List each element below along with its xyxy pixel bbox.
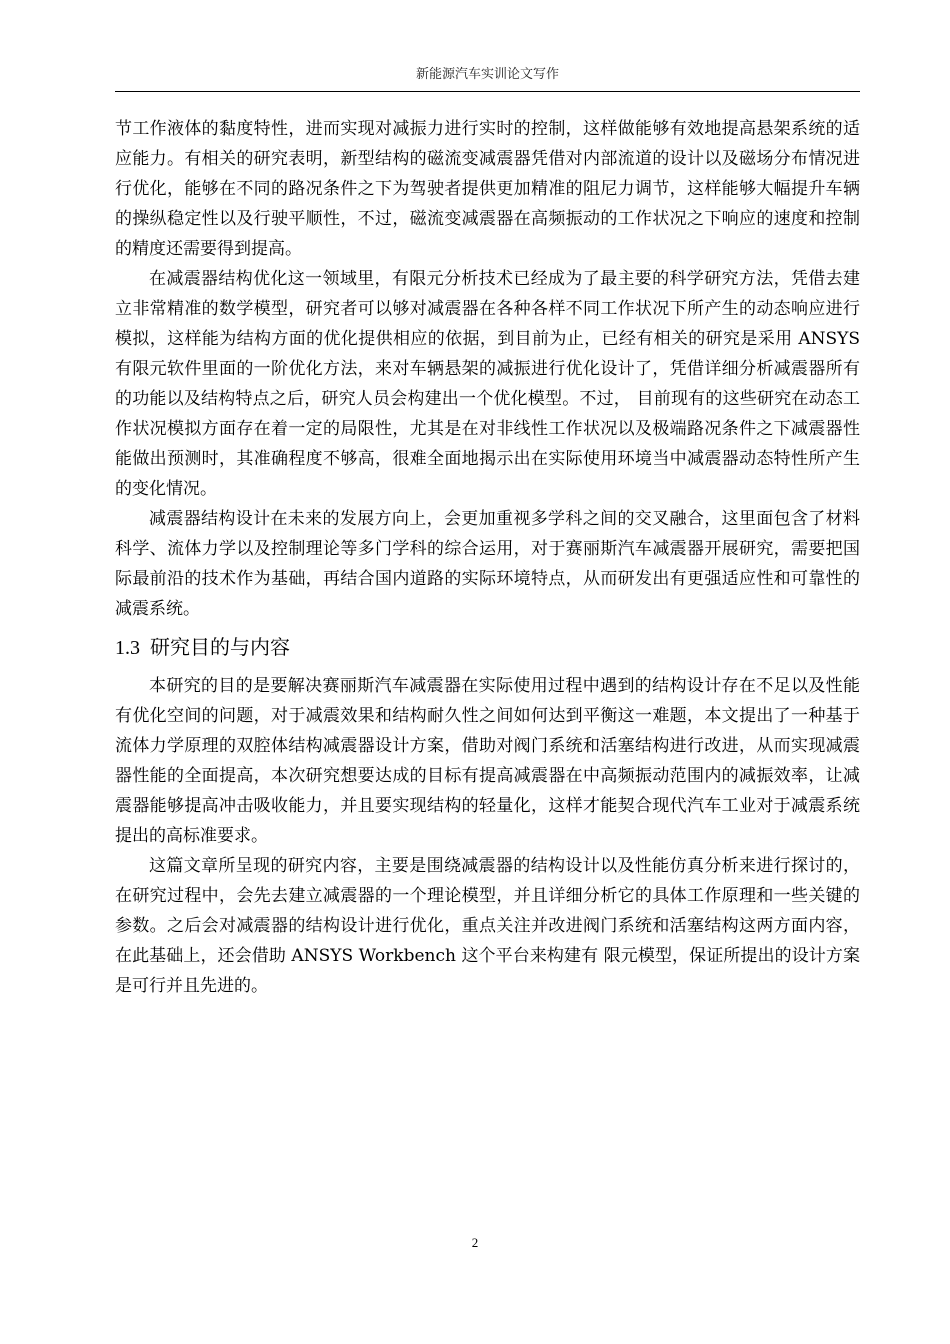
body-paragraph: 在减震器结构优化这一领域里，有限元分析技术已经成为了最主要的科学研究方法，凭借去建立非常精准的数学模型，研究者可以够对减震器在各种各样不同工作状况下所产生的动态响应进行模拟，这样能为结构方面的优化提供相应的依据，到目前为止，已经有相关的研究是采用 ANSYS 有限元软件里面的一阶优化方法，来对车辆悬架的减振进行优化设计了，凭借详细分析减震器所有的功能以及结构特点之后，研究人员会构建出一个优化模型。不过， 目前现有的这些研究在动态工作状况模拟方面存在着一定的局限性，尤其是在对非线性工作状况以及极端路况条件之下减震器性能做出预测时，其准确程度不够高，很难全面地揭示出在实际使用环境当中减震器动态特性所产生的变化情况。 <box>115 269 860 499</box>
body-paragraph: 节工作液体的黏度特性，进而实现对减振力进行实时的控制，这样做能够有效地提高悬架系统的适应能力。有相关的研究表明，新型结构的磁流变减震器凭借对内部流道的设计以及磁场分布情况进行优化，能够在不同的路况条件之下为驾驶者提供更加精准的阻尼力调节，这样能够大幅提升车辆的操纵稳定性以及行驶平顺性，不过，磁流变减震器在高频振动的工作状况之下响应的速度和控制的精度还需要得到提高。 <box>115 119 860 259</box>
section-paragraph: 这篇文章所呈现的研究内容，主要是围绕减震器的结构设计以及性能仿真分析来进行探讨的，在研究过程中，会先去建立减震器的一个理论模型，并且详细分析它的具体工作原理和一些关键的参数。之后会对减震器的结构设计进行优化，重点关注并改进阀门系统和活塞结构这两方面内容，在此基础上，还会借助 ANSYS Workbench 这个平台来构建有 限元模型，保证所提出的设计方案是可行并且先进的。 <box>115 856 860 996</box>
page-number: 2 <box>471 1235 479 1250</box>
page-header: 新能源汽车实训论文写作 <box>415 67 559 82</box>
section-paragraph: 本研究的目的是要解决赛丽斯汽车减震器在实际使用过程中遇到的结构设计存在不足以及性能有优化空间的问题，对于减震效果和结构耐久性之间如何达到平衡这一难题，本文提出了一种基于流体力学原理的双腔体结构减震器设计方案，借助对阀门系统和活塞结构进行改进，从而实现减震器性能的全面提高，本次研究想要达成的目标有提高减震器在中高频振动范围内的减振效率，让减震器能够提高冲击吸收能力，并且要实现结构的轻量化，这样才能契合现代汽车工业对于减震系统提出的高标准要求。 <box>115 676 860 846</box>
body-paragraph: 减震器结构设计在未来的发展方向上，会更加重视多学科之间的交叉融合，这里面包含了材料科学、流体力学以及控制理论等多门学科的综合运用，对于赛丽斯汽车减震器开展研究，需要把国际最前沿的技术作为基础，再结合国内道路的实际环境特点，从而研发出有更强适应性和可靠性的减震系统。 <box>115 509 860 619</box>
section-heading <box>115 630 860 665</box>
section-title: 研究目的与内容 <box>150 635 290 659</box>
page-body <box>115 114 860 1001</box>
section-number: 1.3 <box>115 637 140 659</box>
header-divider <box>115 91 860 92</box>
